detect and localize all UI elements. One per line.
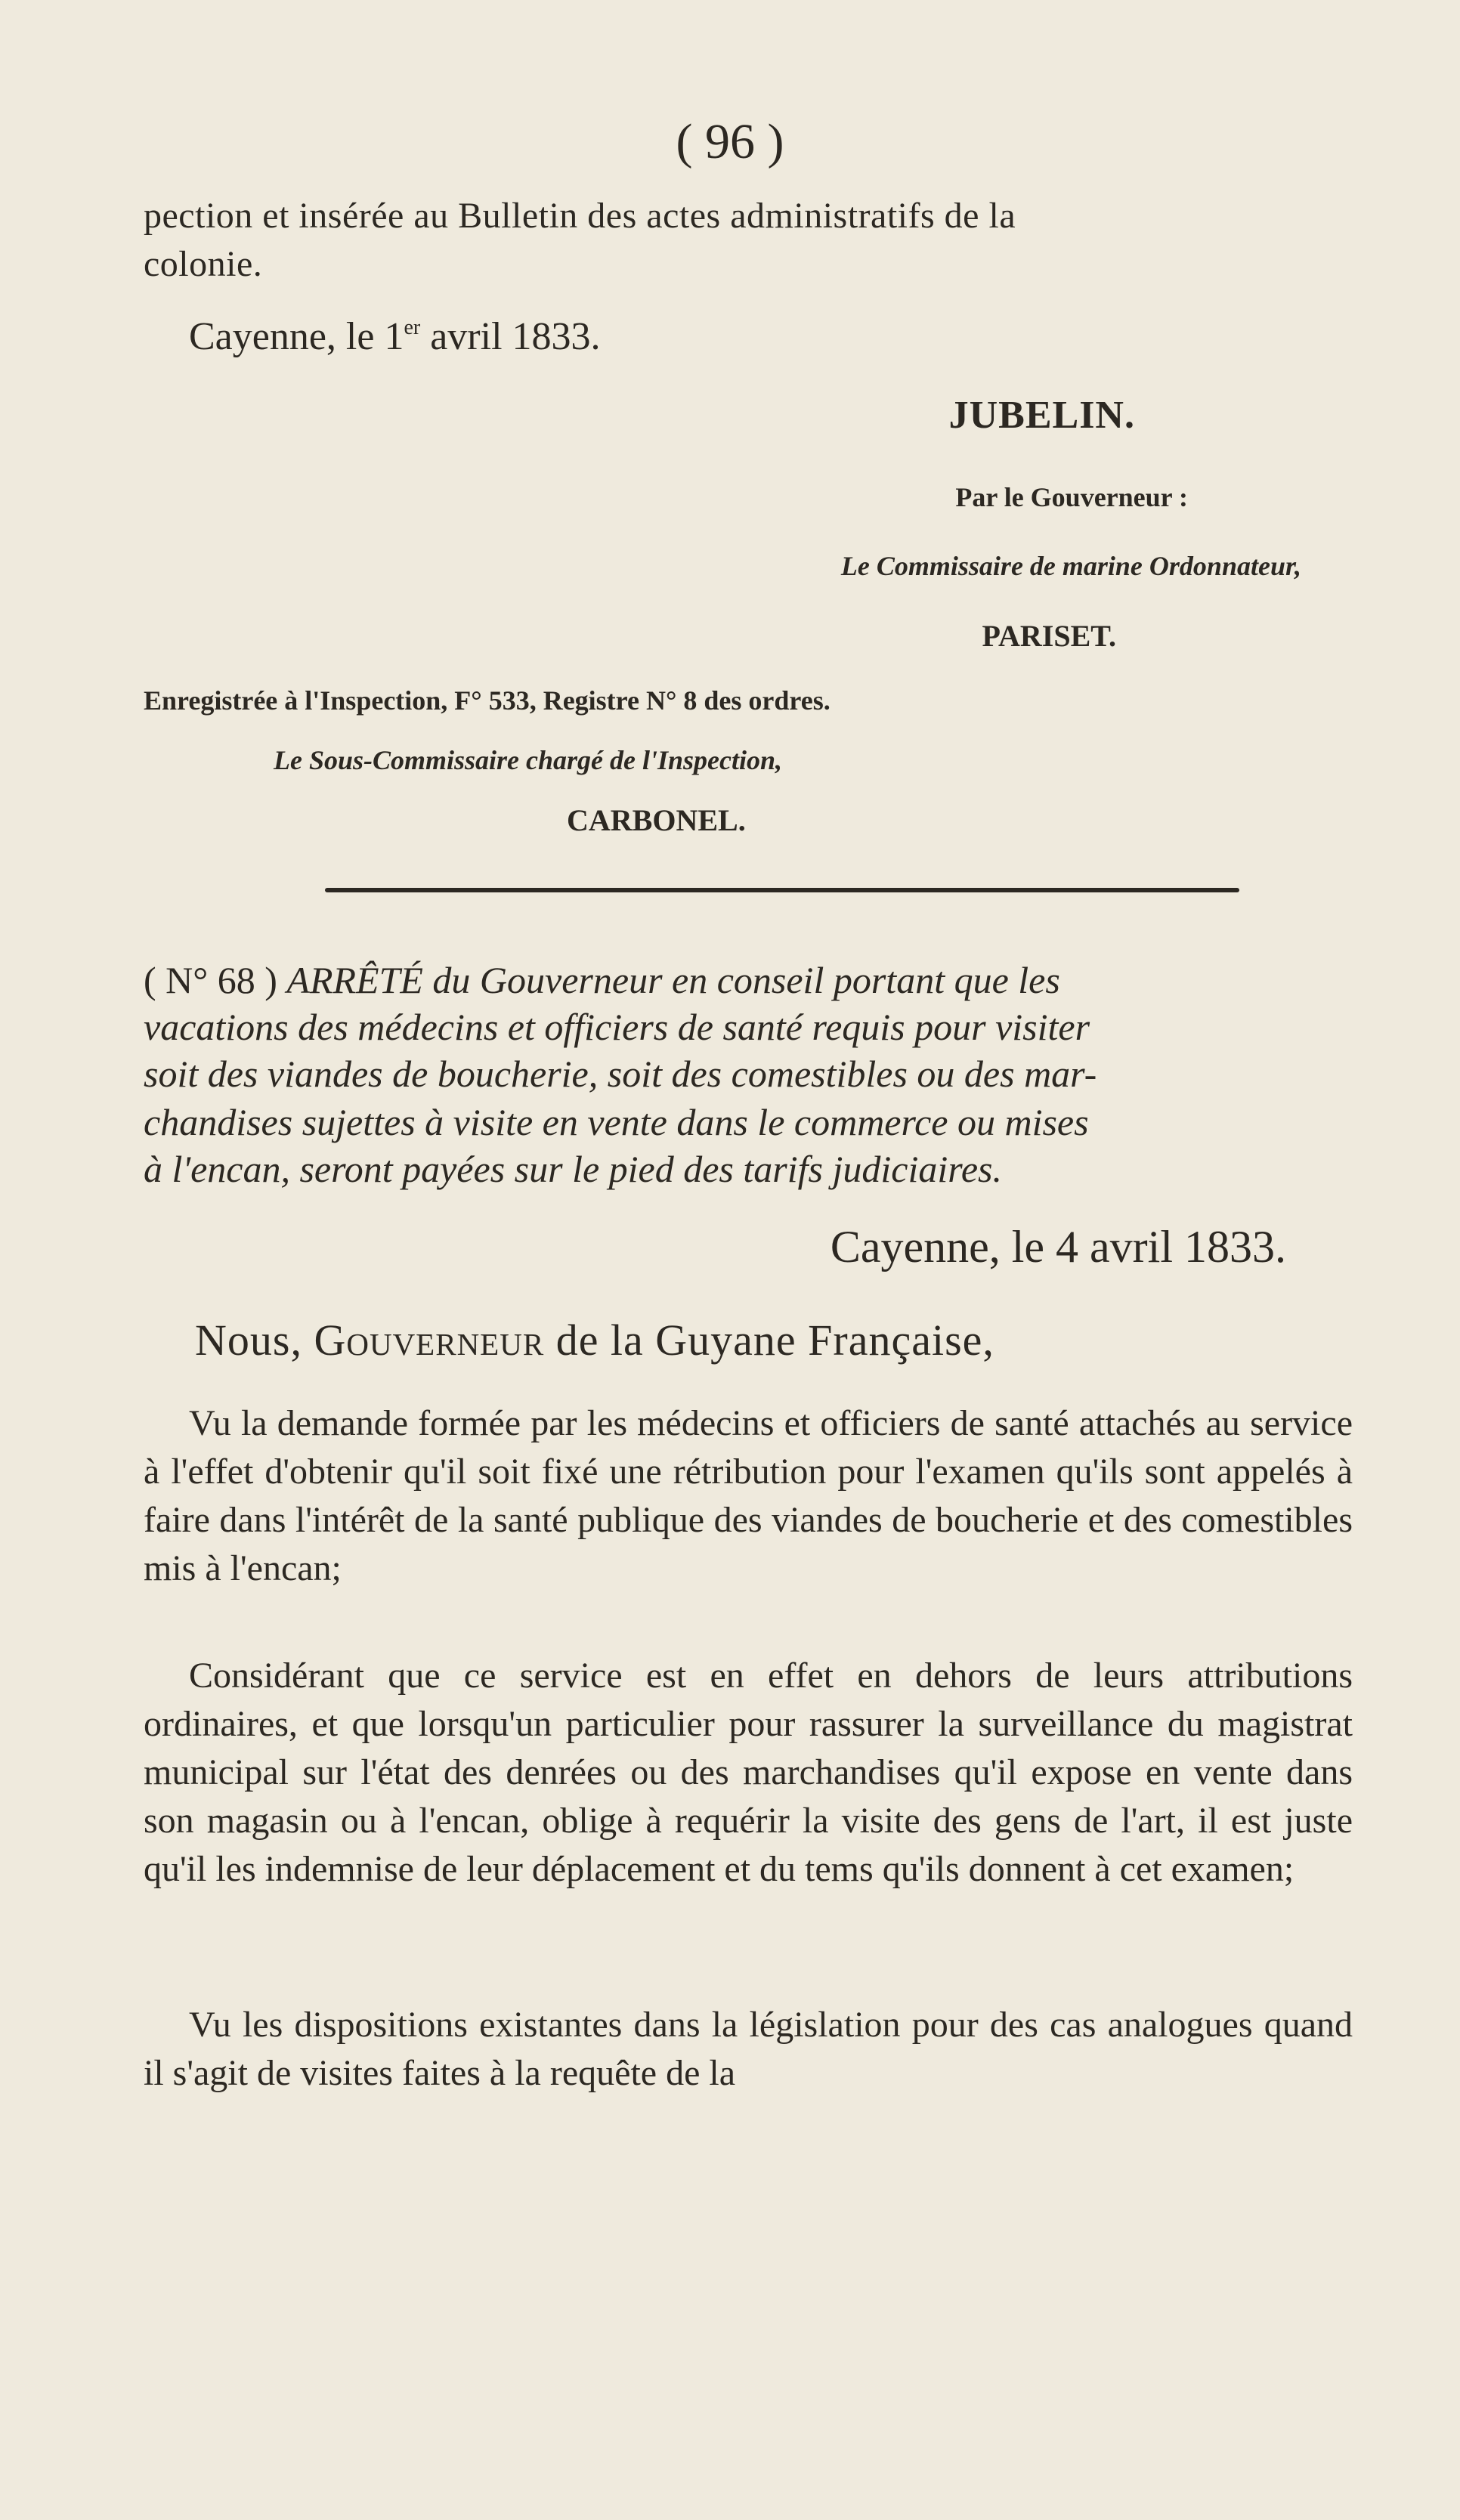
signature-pariset: PARISET. — [982, 619, 1116, 653]
par-le-gouverneur: Par le Gouverneur : — [955, 482, 1188, 512]
paragraph-considerant — [144, 1652, 1353, 1894]
registration-note: Enregistrée à l'Inspection, F° 533, Registre N° 8 des ordres. — [144, 685, 831, 716]
nous-title: Gouverneur — [314, 1316, 545, 1365]
arrete-heading-line-5: à l'encan, seront payées sur le pied des tarifs judiciaires. — [144, 1148, 1002, 1190]
paragraph-vu-dispositions — [144, 2001, 1353, 2098]
commissaire-title: Le Commissaire de marine Ordonnateur, — [840, 551, 1301, 581]
section-divider — [325, 888, 1239, 892]
signature-carbonel: CARBONEL. — [567, 803, 746, 837]
arrete-heading-line-3: soit des viandes de boucherie, soit des comestibles ou des mar- — [144, 1053, 1097, 1095]
paragraph-text: Considérant que ce service est en effet en dehors de leurs attributions ordinaires, et que lorsqu'un particulier pour rassurer la surveillance du magistrat municipal sur l'état des denrées ou des marchandises qu'il expose en vente dans son magasin ou à l'encan, oblige à requérir la visite des gens de l'art, il est juste qu'il les indemnise de leur déplacement et du tems qu'ils donnent à cet examen; — [144, 1656, 1353, 1889]
arrete-heading-line-1 — [144, 958, 1368, 1002]
nous-part-2: de la Guyane Française, — [544, 1316, 994, 1365]
arrete-number: ( N° 68 ) — [144, 959, 287, 1001]
arrete-line-1-text: ARRÊTÉ du Gouverneur en conseil portant que les — [286, 959, 1060, 1001]
arrete-heading-line-4: chandises sujettes à visite en vente dans le commerce ou mises — [144, 1101, 1089, 1143]
arrete-heading-line-2: vacations des médecins et officiers de santé requis pour visiter — [144, 1006, 1090, 1048]
carryover-line-2: colonie. — [144, 244, 263, 284]
dateline-first — [189, 314, 601, 359]
paragraph-text: Vu la demande formée par les médecins et officiers de santé attachés au service à l'effet d'obtenir qu'il soit fixé une rétribution pour l'examen qu'ils sont appelés à faire dans l'intérêt de la santé publique des viandes de boucherie et des comestibles mis à l'encan; — [144, 1403, 1353, 1588]
sous-commissaire-title: Le Sous-Commissaire chargé de l'Inspection, — [274, 745, 783, 775]
dateline-place: Cayenne, le 1 — [189, 315, 404, 358]
paragraph-text: Vu les dispositions existantes dans la législation pour des cas analogues quand il s'agit de visites faites à la requête de la — [144, 2005, 1353, 2093]
dateline-superscript: er — [404, 316, 421, 339]
paragraph-vu-demande — [144, 1399, 1353, 1593]
carryover-line-1: pection et insérée au Bulletin des actes administratifs de la — [144, 196, 1016, 236]
dateline-second: Cayenne, le 4 avril 1833. — [830, 1222, 1286, 1272]
dateline-rest: avril 1833. — [420, 315, 601, 358]
page-number: ( 96 ) — [676, 114, 784, 169]
nous-part-1: Nous, — [195, 1316, 314, 1365]
signature-governor: JUBELIN. — [948, 394, 1135, 437]
nous-gouverneur-line — [195, 1315, 994, 1365]
